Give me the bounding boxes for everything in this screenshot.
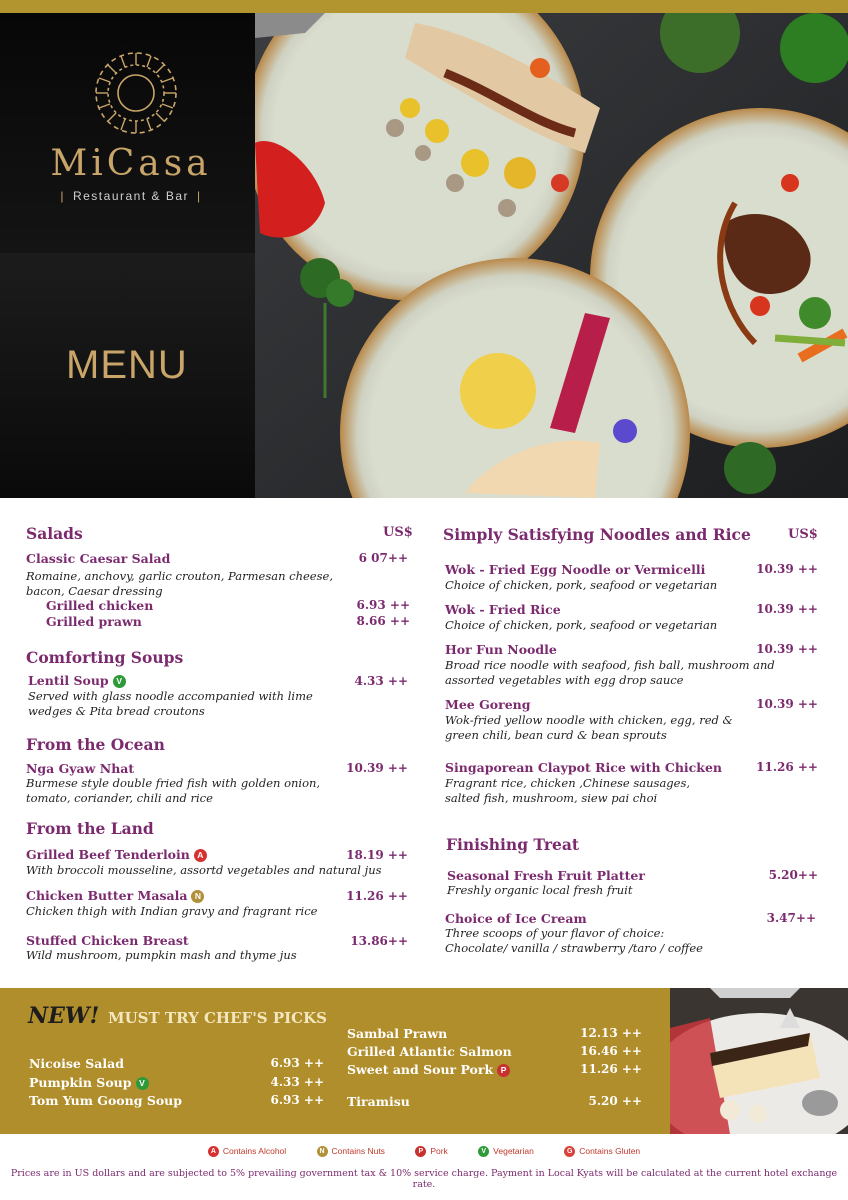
chefs-picks-band: [0, 988, 848, 1134]
item-name: Mee Goreng: [445, 697, 531, 712]
footer-note: Prices are in US dollars and are subjected to 5% prevailing government tax & 10% service charge. Payment in Local Kyats will be calculated at the current hotel exchange rate.: [10, 1168, 838, 1190]
item-name: Singaporean Claypot Rice with Chicken: [445, 760, 722, 775]
legend-nuts: N Contains Nuts: [317, 1146, 385, 1156]
item-desc: salted fish, mushroom, siew pai choi: [445, 791, 658, 805]
brand-name: MiCasa: [50, 143, 212, 184]
item-desc: green chili, bean curd & bean sprouts: [445, 728, 667, 742]
item-name: Choice of Ice Cream: [445, 911, 587, 926]
top-gold-bar: [0, 0, 848, 13]
item-desc: tomato, coriander, chili and rice: [26, 791, 213, 805]
chef-item-price: 16.46 ++: [580, 1044, 642, 1058]
alcohol-badge-icon: A: [208, 1146, 219, 1157]
item-desc: wedges & Pita bread croutons: [28, 704, 205, 718]
currency-label: US$: [788, 527, 818, 542]
hero-banner: [0, 13, 848, 498]
item-desc: Romaine, anchovy, garlic crouton, Parmesan cheese,: [26, 569, 333, 583]
item-name: Seasonal Fresh Fruit Platter: [447, 868, 645, 883]
item-desc: Broad rice noodle with seafood, fish ball, mushroom and: [445, 658, 775, 672]
menu-heading: MENU: [66, 343, 188, 387]
tiramisu-photo-image: [670, 988, 848, 1134]
chef-title-new: NEW!: [28, 1003, 100, 1029]
item-price: 10.39 ++: [756, 602, 818, 616]
item-desc: Fragrant rice, chicken ,Chinese sausages,: [445, 776, 691, 790]
chef-item-sweet-sour-pork: Sweet and Sour Pork P: [347, 1062, 510, 1077]
legend-vegetarian: V Vegetarian: [478, 1146, 534, 1156]
nuts-badge-icon: N: [191, 890, 204, 903]
item-price: 5.20++: [768, 868, 818, 882]
chef-item-name: Sambal Prawn: [347, 1026, 448, 1041]
item-price: 11.26 ++: [756, 760, 818, 774]
legend-pork: P Pork: [415, 1146, 447, 1156]
chef-item-price: 4.33 ++: [270, 1075, 324, 1089]
item-desc: Burmese style double fried fish with golden onion,: [26, 776, 321, 790]
section-title-noodles: Simply Satisfying Noodles and Rice: [443, 525, 751, 544]
chef-item-name: Nicoise Salad: [29, 1056, 124, 1071]
chef-item-name: Tom Yum Goong Soup: [29, 1093, 183, 1108]
item-desc: Choice of chicken, pork, seafood or vegetarian: [445, 618, 718, 632]
chef-item-price: 11.26 ++: [580, 1062, 642, 1076]
brand-panel: [0, 13, 255, 253]
item-desc: Wok-fried yellow noodle with chicken, egg, red &: [445, 713, 733, 727]
dietary-legend: [0, 1146, 848, 1164]
chef-item-price: 6.93 ++: [270, 1056, 324, 1070]
item-price: 18.19 ++: [346, 848, 408, 862]
section-title-salads: Salads: [26, 524, 83, 543]
item-name-lentil-soup: Lentil Soup V: [28, 673, 126, 688]
section-title-land: From the Land: [26, 819, 154, 838]
pork-badge-icon: P: [497, 1064, 510, 1077]
chef-item-name: Grilled Atlantic Salmon: [347, 1044, 512, 1059]
item-price: 10.39 ++: [756, 642, 818, 656]
item-price: 6 07++: [358, 551, 408, 565]
item-price: 6.93 ++: [356, 598, 410, 612]
item-price: 10.39 ++: [346, 761, 408, 775]
item-name: Stuffed Chicken Breast: [26, 933, 189, 948]
item-price: 3.47++: [766, 911, 816, 925]
item-name: Nga Gyaw Nhat: [26, 761, 135, 776]
item-desc: Choice of chicken, pork, seafood or vegetarian: [445, 578, 718, 592]
chef-item-name: Tiramisu: [347, 1094, 410, 1109]
pork-badge-icon: P: [415, 1146, 426, 1157]
section-title-ocean: From the Ocean: [26, 735, 165, 754]
chef-item-price: 6.93 ++: [270, 1093, 324, 1107]
item-name: Grilled chicken: [46, 598, 154, 613]
item-desc: assorted vegetables with egg drop sauce: [445, 673, 684, 687]
item-name: Wok - Fried Rice: [445, 602, 561, 617]
micasa-logo-icon: [91, 48, 181, 138]
menu-heading-panel: [0, 253, 255, 498]
section-title-treat: Finishing Treat: [446, 835, 580, 854]
nuts-badge-icon: N: [317, 1146, 328, 1157]
item-desc: Served with glass noodle accompanied with lime: [28, 689, 313, 703]
item-desc: Three scoops of your flavor of choice:: [445, 926, 665, 940]
legend-alcohol: A Contains Alcohol: [208, 1146, 286, 1156]
vegetarian-badge-icon: V: [113, 675, 126, 688]
currency-label: US$: [383, 525, 413, 540]
chef-item-pumpkin-soup: Pumpkin Soup V: [29, 1075, 149, 1090]
item-desc: Wild mushroom, pumpkin mash and thyme jus: [26, 948, 297, 962]
gluten-badge-icon: G: [564, 1146, 575, 1157]
item-price: 11.26 ++: [346, 889, 408, 903]
section-title-soups: Comforting Soups: [26, 648, 184, 667]
legend-gluten: G Contains Gluten: [564, 1146, 640, 1156]
chef-title: MUST TRY CHEF'S PICKS: [108, 1009, 327, 1027]
chef-item-price: 12.13 ++: [580, 1026, 642, 1040]
item-price: 4.33 ++: [354, 674, 408, 688]
item-name: Hor Fun Noodle: [445, 642, 557, 657]
item-price: 13.86++: [350, 934, 408, 948]
item-price: 10.39 ++: [756, 562, 818, 576]
menu-content: [0, 498, 848, 988]
item-name: Grilled prawn: [46, 614, 142, 629]
item-desc: Freshly organic local fresh fruit: [447, 883, 633, 897]
vegetarian-badge-icon: V: [136, 1077, 149, 1090]
item-name-butter-masala: Chicken Butter Masala N: [26, 888, 204, 903]
item-price: 8.66 ++: [356, 614, 410, 628]
alcohol-badge-icon: A: [194, 849, 207, 862]
chef-item-price: 5.20 ++: [588, 1094, 642, 1108]
item-name: Wok - Fried Egg Noodle or Vermicelli: [445, 562, 706, 577]
item-price: 10.39 ++: [756, 697, 818, 711]
item-desc: bacon, Caesar dressing: [26, 584, 163, 598]
item-desc: Chicken thigh with Indian gravy and fragrant rice: [26, 904, 318, 918]
brand-subtitle: | Restaurant & Bar |: [60, 189, 202, 203]
item-desc: With broccoli mousseline, assortd vegetables and natural jus: [26, 863, 382, 877]
item-name-grilled-beef: Grilled Beef Tenderloin A: [26, 847, 207, 862]
item-desc: Chocolate/ vanilla / strawberry /taro / coffee: [445, 941, 703, 955]
food-photo-image: [255, 13, 848, 498]
item-name: Classic Caesar Salad: [26, 551, 171, 566]
vegetarian-badge-icon: V: [478, 1146, 489, 1157]
